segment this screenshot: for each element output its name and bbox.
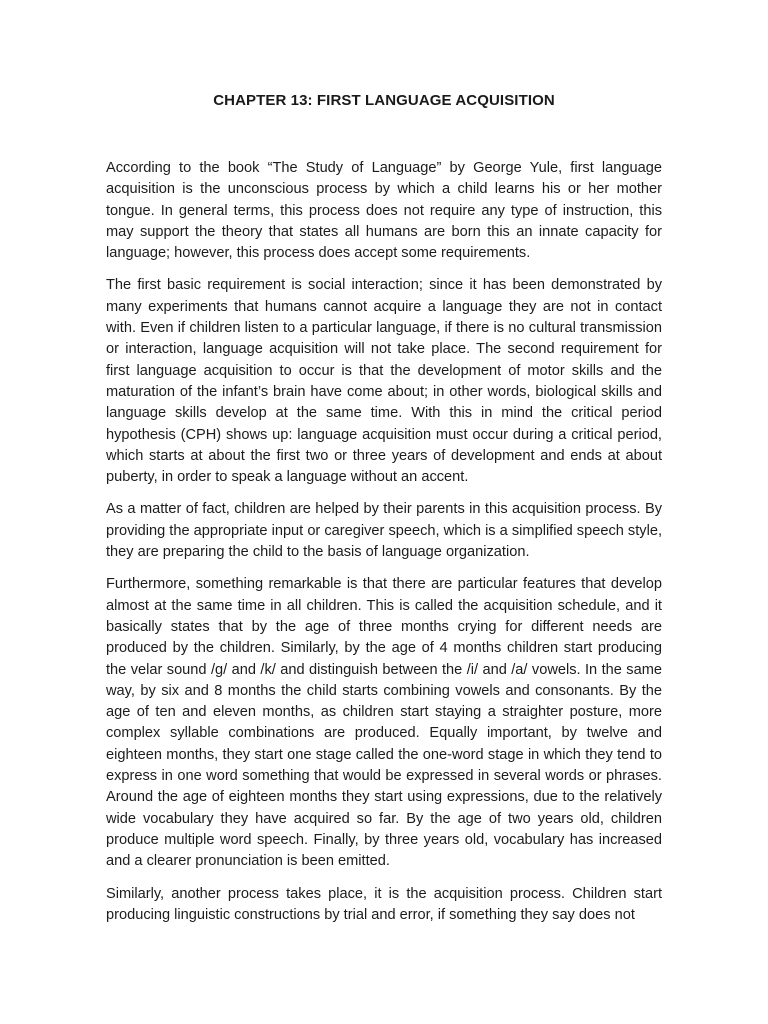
document-title: CHAPTER 13: FIRST LANGUAGE ACQUISITION bbox=[213, 92, 555, 109]
paragraph-2: The first basic requirement is social interaction; since it has been demonstrated by many experiments that humans cannot acquire a language they are not in contact with. Even if children listen to a particular language, if there is no cultural transmission or interaction, language acquisition will not take place. The second requirement for first language acquisition to occur is that the development of motor skills and the maturation of the infant’s brain have come about; in other words, biological skills and language skills develop at the same time. With this in mind the critical period hypothesis (CPH) shows up: language acquisition must occur during a critical period, which starts at about the first two or three years of development and ends at about puberty, in order to speak a language without an accent. bbox=[106, 277, 662, 486]
paragraph-5: Similarly, another process takes place, it is the acquisition process. Children start producing linguistic constructions by trial and error, if something they say does not bbox=[106, 885, 662, 923]
paragraph-4: Furthermore, something remarkable is that there are particular features that develop almost at the same time in all children. This is called the acquisition schedule, and it basically states that by the age of three months crying for different needs are produced by the children. Similarly, by the age of 4 months children start producing the velar sound /g/ and /k/ and distinguish between the /i/ and /a/ vowels. In the same way, by six and 8 months the child starts combining vowels and consonants. By the age of ten and eleven months, as children start staying a straighter posture, more complex syllable combinations are produced. Equally important, by twelve and eighteen months, they start one stage called the one-word stage in which they tend to express in one word something that would be expressed in several words or phrases. Around the age of eighteen months they start using expressions, due to the relatively wide vocabulary they have acquired so far. By the age of two years old, children produce multiple word speech. Finally, by three years old, vocabulary has increased and a clearer pronunciation is been emitted. bbox=[106, 576, 662, 870]
paragraph-1: According to the book “The Study of Language” by George Yule, first language acquisition is the unconscious process by which a child learns his or her mother tongue. In general terms, this process does not require any type of instruction, this may support the theory that states all humans are born this an innate capacity for language; however, this process does accept some requirements. bbox=[106, 160, 662, 262]
paragraph-3: As a matter of fact, children are helped by their parents in this acquisition process. By providing the appropriate input or caregiver speech, which is a simplified speech style, they are preparing the child to the basis of language organization. bbox=[106, 501, 662, 561]
document-body bbox=[106, 158, 662, 937]
